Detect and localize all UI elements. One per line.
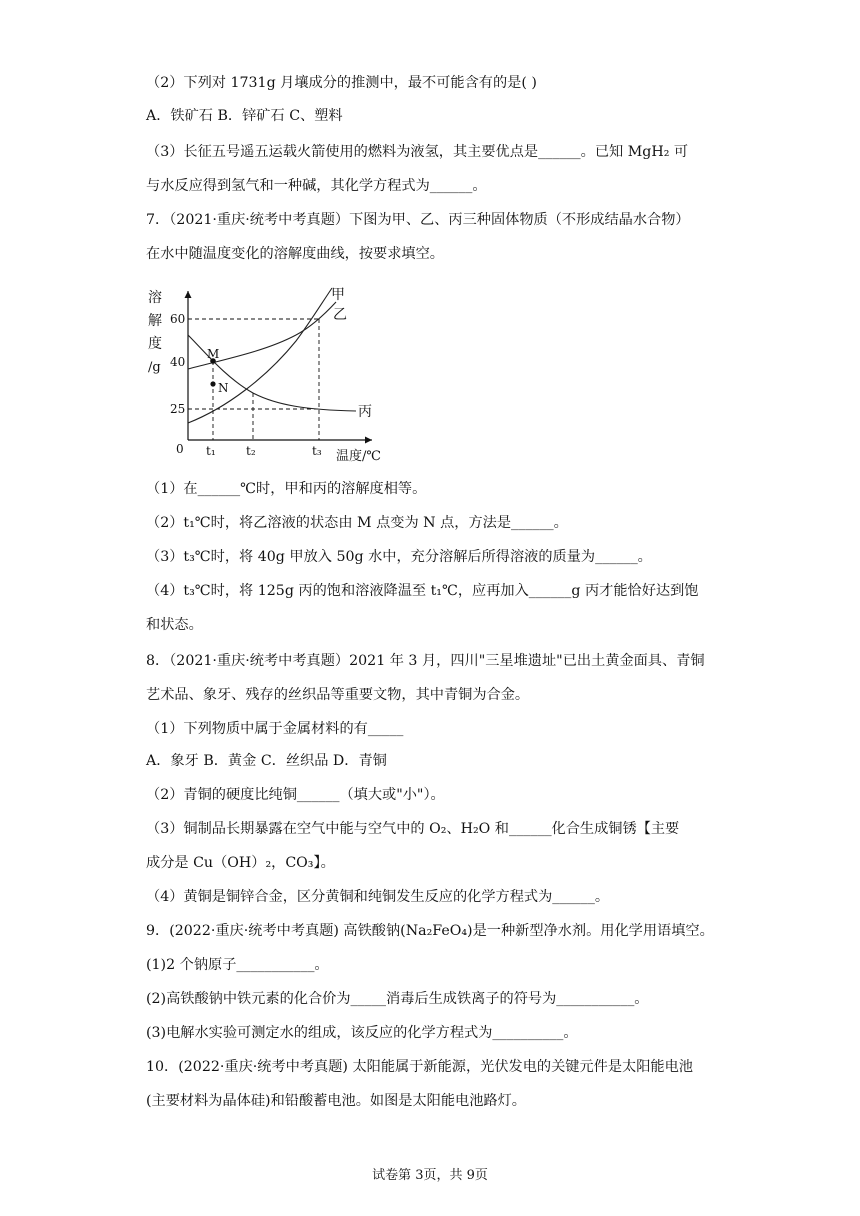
q9-part3: (3)电解水实验可测定水的组成，该反应的化学方程式为__________。 [146, 1025, 578, 1041]
q8-part1-options: A．象牙 B．黄金 C．丝织品 D．青铜 [146, 753, 387, 769]
y-tick-25: 25 [170, 402, 186, 416]
q6-part3-line2: 与水反应得到氢气和一种碱，其化学方程式为______。 [146, 178, 487, 194]
y-label-char-3: 度 [148, 336, 162, 352]
q8-part4: （4）黄铜是铜锌合金，区分黄铜和纯铜发生反应的化学方程式为______。 [146, 889, 610, 905]
series-label-bing: 丙 [358, 404, 372, 420]
point-label-N: N [218, 381, 229, 395]
q7-header-line1: 7．（2021·重庆·统考中考真题）下图为甲、乙、丙三种固体物质（不形成结晶水合物） [146, 212, 690, 228]
point-label-M: M [207, 347, 220, 361]
q8-part1: （1）下列物质中属于金属材料的有_____ [146, 721, 404, 737]
page-footer: 试卷第 3页，共 9页 [372, 1168, 488, 1183]
y-label-char-1: 溶 [148, 290, 162, 306]
y-label-char-4: /g [148, 360, 161, 375]
q7-part4-line1: （4）t₃℃时，将 125g 丙的饱和溶液降温至 t₁℃，应再加入______g 丙才能恰好达到饱 [146, 583, 699, 599]
q8-header-line2: 艺术品、象牙、残存的丝织品等重要文物，其中青铜为合金。 [146, 687, 530, 703]
x-tick-t2: t₂ [246, 444, 256, 458]
q9-part2: (2)高铁酸钠中铁元素的化合价为_____消毒后生成铁离子的符号为___________。 [146, 991, 649, 1007]
y-tick-40: 40 [170, 355, 186, 369]
q8-part2: （2）青铜的硬度比纯铜______（填大或"小"）。 [146, 787, 445, 803]
q7-part4-line2: 和状态。 [146, 617, 203, 633]
q6-part3-line1: （3）长征五号遥五运载火箭使用的燃料为液氢，其主要优点是______。已知 MgH₂ 可 [146, 144, 689, 160]
q7-part2: （2）t₁℃时，将乙溶液的状态由 M 点变为 N 点，方法是______。 [146, 515, 568, 531]
series-label-yi: 乙 [333, 307, 347, 323]
q9-part1: (1)2 个钠原子___________。 [146, 957, 329, 973]
q7-part1: （1）在______℃时，甲和丙的溶解度相等。 [146, 481, 427, 497]
solubility-chart [146, 283, 386, 463]
point-N [210, 381, 215, 386]
origin-label: 0 [176, 442, 184, 456]
x-axis-label: 温度/℃ [336, 449, 381, 463]
q6-part2: （2）下列对 1731g 月壤成分的推测中，最不可能含有的是( ) [146, 75, 537, 91]
q7-header-line2: 在水中随温度变化的溶解度曲线，按要求填空。 [146, 246, 444, 262]
q8-part3-line2: 成分是 Cu（OH）₂，CO₃】。 [146, 855, 335, 871]
q9-header: 9．(2022·重庆·统考中考真题) 高铁酸钠(Na₂FeO₄)是一种新型净水剂。用化学用语填空。 [146, 923, 714, 939]
x-tick-t3: t₃ [312, 444, 322, 458]
y-tick-60: 60 [170, 312, 186, 326]
q8-part3-line1: （3）铜制品长期暴露在空气中能与空气中的 O₂、H₂O 和______化合生成铜锈【主要 [146, 821, 680, 837]
q10-header-line1: 10．(2022·重庆·统考中考真题) 太阳能属于新能源，光伏发电的关键元件是太阳能电池 [146, 1059, 693, 1075]
y-label-char-2: 解 [148, 313, 162, 329]
q6-part2-options: A．铁矿石 B．锌矿石 C、塑料 [146, 108, 343, 124]
x-tick-t1: t₁ [206, 444, 216, 458]
q10-header-line2: (主要材料为晶体硅)和铅酸蓄电池。如图是太阳能电池路灯。 [146, 1093, 526, 1109]
q8-header-line1: 8．（2021·重庆·统考中考真题）2021 年 3 月，四川"三星堆遗址"已出土黄金面具、青铜 [146, 653, 705, 669]
q7-part3: （3）t₃℃时，将 40g 甲放入 50g 水中，充分溶解后所得溶液的质量为______。 [146, 549, 652, 565]
series-label-jia: 甲 [331, 287, 345, 303]
